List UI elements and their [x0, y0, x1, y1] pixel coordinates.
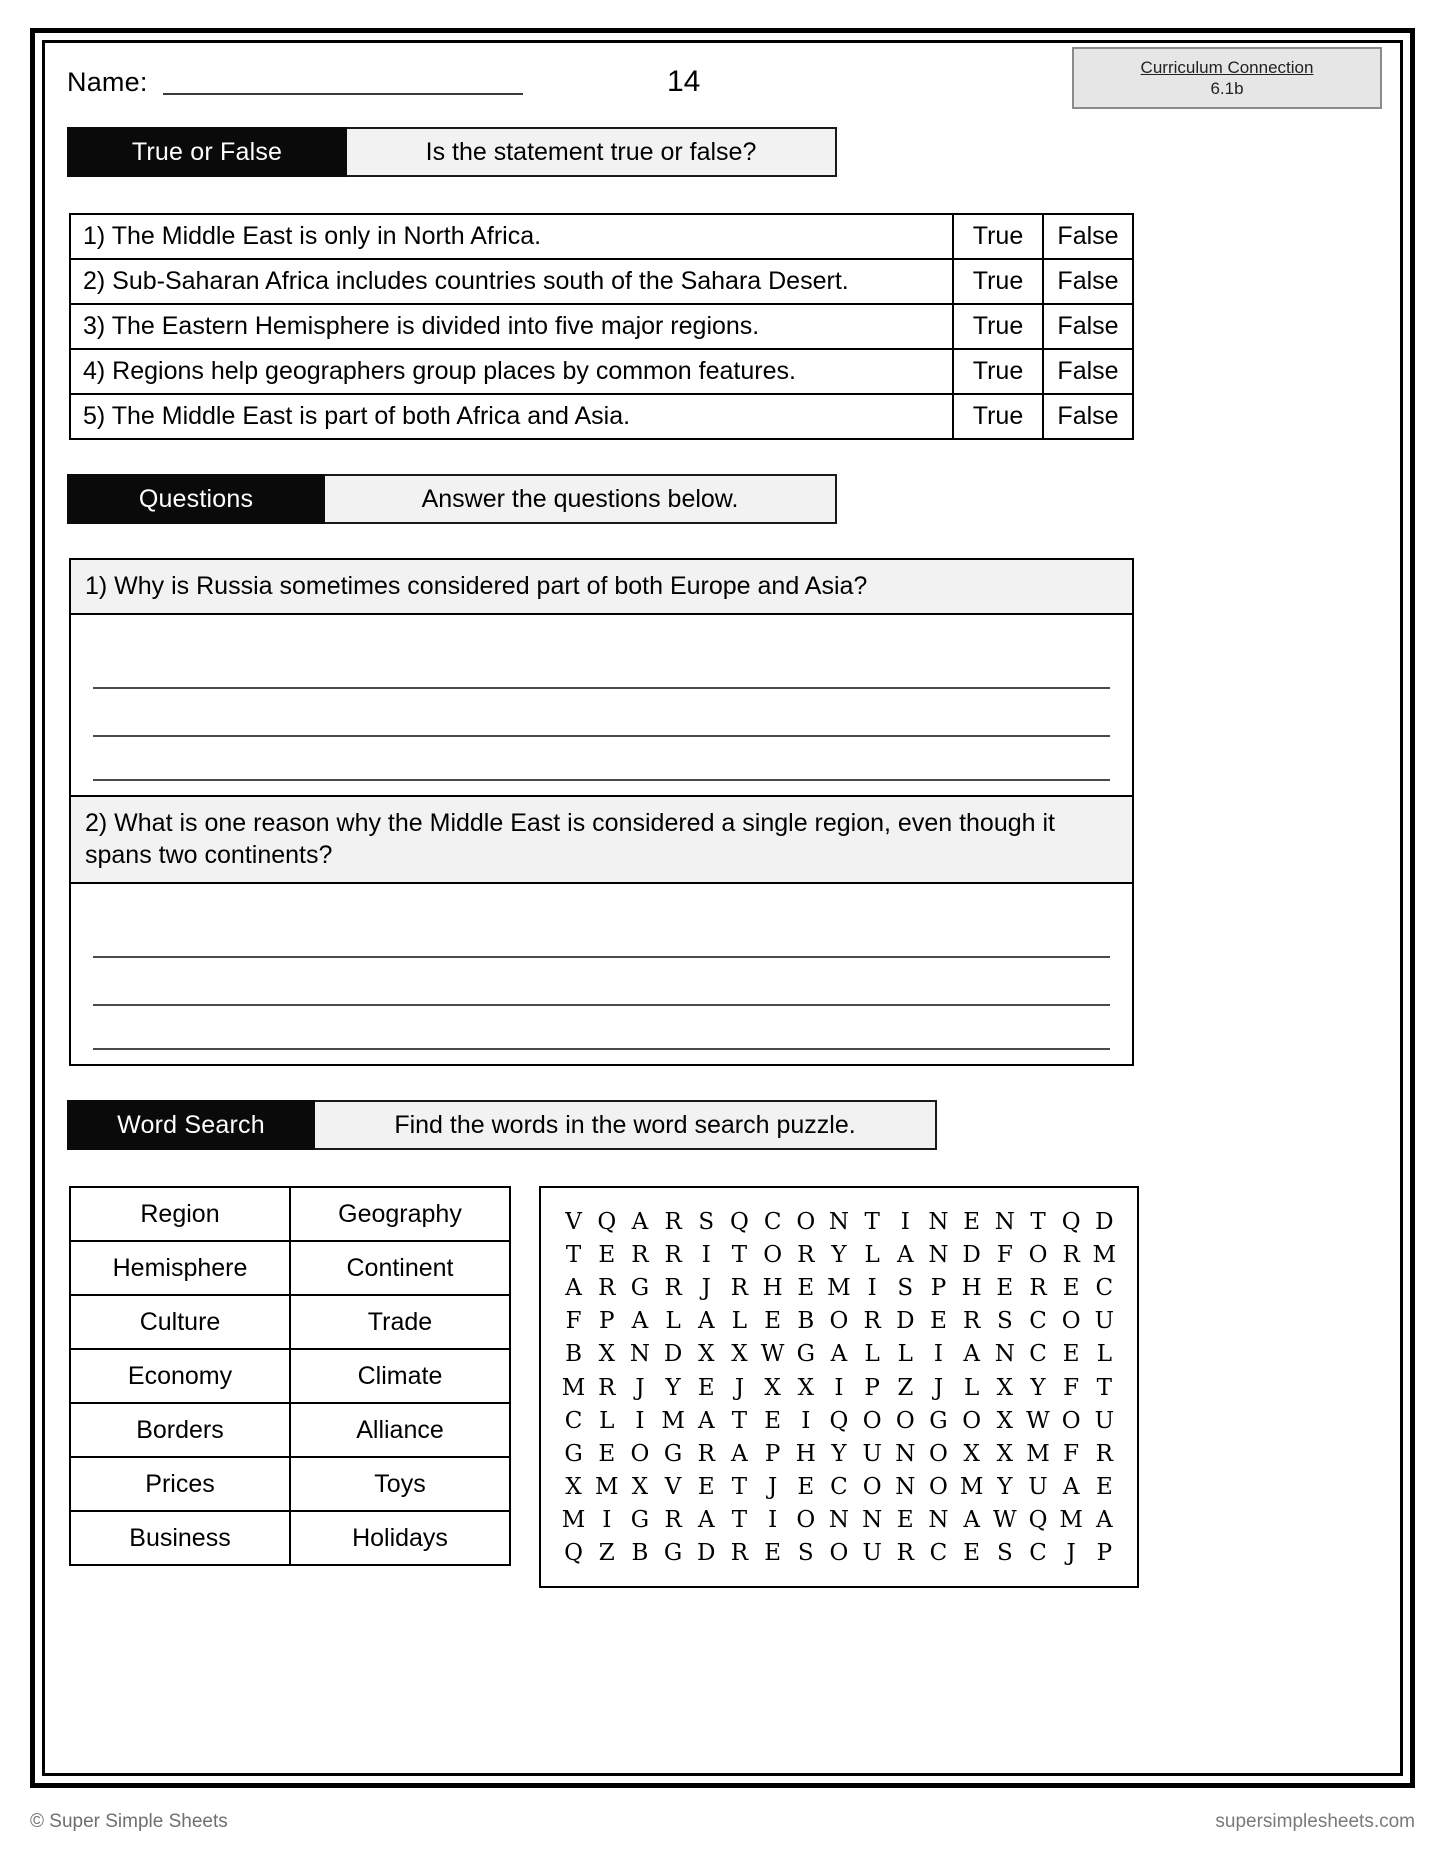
answer-line[interactable] [93, 689, 1110, 737]
word-search-letter[interactable]: D [896, 1308, 915, 1335]
word-search-letter[interactable]: T [731, 1506, 748, 1533]
word-search-letter[interactable]: C [763, 1209, 782, 1235]
word-search-letter[interactable]: A [631, 1209, 649, 1235]
word-search-letter[interactable]: U [862, 1540, 882, 1567]
word-search-row [557, 1372, 1121, 1405]
word-search-letter[interactable]: W [1026, 1407, 1050, 1434]
word-search-letter[interactable]: R [896, 1540, 914, 1567]
word-search-letter[interactable]: P [1096, 1540, 1113, 1567]
word-search-letter[interactable]: E [764, 1407, 782, 1434]
word-search-letter[interactable]: X [631, 1473, 649, 1500]
word-search-letter[interactable]: S [698, 1209, 715, 1235]
word-search-letter[interactable]: T [864, 1209, 880, 1235]
word-search-letter[interactable]: R [664, 1275, 682, 1302]
word-search-letter[interactable]: R [598, 1374, 616, 1401]
word-search-letter[interactable]: W [993, 1506, 1017, 1533]
name-field[interactable] [67, 67, 523, 98]
true-false-statement: 2) Sub-Saharan Africa includes countries south of the Sahara Desert. [70, 259, 953, 304]
word-search-letter[interactable]: T [731, 1407, 748, 1434]
word-search-letter[interactable]: B [797, 1308, 815, 1335]
word-search-row [557, 1206, 1121, 1239]
true-false-statement: 3) The Eastern Hemisphere is divided into five major regions. [70, 304, 953, 349]
word-bank-word[interactable]: Prices [70, 1457, 290, 1511]
word-search-letter[interactable]: U [1094, 1407, 1115, 1434]
word-search-letter[interactable]: I [834, 1374, 844, 1401]
word-search-letter[interactable]: J [701, 1275, 711, 1302]
word-search-letter[interactable]: R [962, 1308, 981, 1335]
footer-copyright: © Super Simple Sheets [30, 1811, 228, 1832]
word-search-letter[interactable]: L [1096, 1341, 1112, 1368]
word-search-letter[interactable]: I [602, 1506, 612, 1533]
questions-section-header [67, 474, 1378, 524]
word-search-letter[interactable]: F [1063, 1374, 1080, 1401]
word-search-letter[interactable]: Q [730, 1209, 749, 1235]
word-search-letter[interactable]: G [929, 1407, 948, 1434]
word-search-letter[interactable]: U [1094, 1308, 1115, 1335]
false-option[interactable]: False [1043, 304, 1133, 349]
true-option[interactable]: True [953, 304, 1043, 349]
page-inner-border [42, 40, 1403, 1776]
word-search-letter[interactable]: Q [1028, 1506, 1048, 1533]
true-false-table-wrap [67, 213, 1378, 440]
word-bank-row [70, 1349, 510, 1403]
word-search-letter[interactable]: X [598, 1341, 615, 1368]
word-search-letter[interactable]: O [796, 1506, 816, 1533]
word-search-letter[interactable]: N [928, 1242, 949, 1269]
curriculum-connection-code: 6.1b [1210, 79, 1244, 98]
word-search-letter[interactable]: H [961, 1275, 982, 1302]
word-search-letter[interactable]: G [630, 1506, 650, 1533]
word-search-letter[interactable]: A [1096, 1506, 1113, 1533]
word-bank-table [69, 1186, 511, 1566]
word-search-letter[interactable]: C [1029, 1308, 1047, 1335]
page-outer-border [30, 28, 1415, 1788]
word-search-letter[interactable]: I [701, 1242, 711, 1269]
word-search-letter[interactable]: R [1062, 1242, 1080, 1269]
word-search-letter[interactable]: M [1059, 1506, 1083, 1533]
word-search-letter[interactable]: O [763, 1242, 783, 1269]
word-search-letter[interactable]: R [598, 1275, 616, 1302]
word-search-letter[interactable]: V [565, 1209, 582, 1235]
word-search-letter[interactable]: G [663, 1440, 683, 1467]
word-search-letter[interactable]: D [697, 1540, 716, 1567]
word-search-letter[interactable]: N [928, 1209, 949, 1235]
word-search-letter[interactable]: E [598, 1242, 616, 1269]
word-search-letter[interactable]: E [797, 1275, 815, 1302]
questions-section-subtitle: Answer the questions below. [325, 474, 837, 524]
true-false-table-body [70, 214, 1133, 439]
word-search-letter[interactable]: U [1028, 1473, 1048, 1500]
word-bank-row [70, 1187, 510, 1241]
question-prompt: 1) Why is Russia sometimes considered part of both Europe and Asia? [71, 560, 1132, 615]
word-search-section-subtitle: Find the words in the word search puzzle. [315, 1100, 937, 1150]
word-search-letter[interactable]: X [797, 1374, 814, 1401]
word-search-letter[interactable]: F [565, 1308, 582, 1335]
word-bank-row [70, 1457, 510, 1511]
word-search-section-title: Word Search [67, 1100, 315, 1150]
word-search-letter[interactable]: E [963, 1209, 981, 1235]
word-search-letter[interactable]: M [1026, 1440, 1050, 1467]
word-search-letter[interactable]: Y [831, 1440, 847, 1467]
word-search-letter[interactable]: E [764, 1308, 782, 1335]
word-search-letter[interactable]: M [561, 1374, 586, 1401]
question-2 [71, 795, 1132, 1064]
word-search-letter[interactable]: I [768, 1506, 778, 1533]
table-row [70, 214, 1133, 259]
answer-line[interactable] [93, 641, 1110, 689]
word-search-letter[interactable]: C [1029, 1341, 1047, 1368]
word-search-letter[interactable]: X [565, 1473, 582, 1500]
word-search-letter[interactable]: L [864, 1341, 880, 1368]
word-search-letter[interactable]: Q [597, 1209, 617, 1235]
question-prompt: 2) What is one reason why the Middle East is considered a single region, even though it spans two continents? [71, 795, 1132, 884]
word-search-letter[interactable]: V [664, 1473, 682, 1500]
word-search-letter[interactable]: I [635, 1407, 645, 1434]
word-bank-row [70, 1295, 510, 1349]
word-search-letter[interactable]: N [828, 1209, 850, 1235]
word-search-letter[interactable]: Y [665, 1374, 681, 1401]
word-search-letter[interactable]: P [599, 1308, 615, 1335]
word-search-letter[interactable]: A [1062, 1473, 1080, 1500]
word-search-letter[interactable]: W [760, 1341, 785, 1368]
word-search-letter[interactable]: N [895, 1440, 916, 1467]
word-search-letter[interactable]: O [1028, 1242, 1048, 1269]
word-search-letter[interactable]: R [631, 1242, 649, 1269]
word-search-letter[interactable]: I [801, 1407, 811, 1434]
word-search-row [557, 1405, 1121, 1438]
word-search-letter[interactable]: C [1095, 1275, 1114, 1302]
true-option[interactable]: True [953, 394, 1043, 439]
word-bank-word[interactable]: Geography [290, 1187, 510, 1241]
word-search-letter[interactable]: A [830, 1341, 848, 1368]
word-search-letter[interactable]: J [635, 1374, 645, 1401]
word-search-letter[interactable]: E [896, 1506, 914, 1533]
word-search-letter[interactable]: X [764, 1374, 781, 1401]
word-search-letter[interactable]: L [599, 1407, 615, 1434]
word-search-letter[interactable]: F [1063, 1440, 1080, 1467]
word-search-grid[interactable] [539, 1186, 1139, 1588]
true-false-table [69, 213, 1134, 440]
word-search-letter[interactable]: J [734, 1374, 745, 1401]
true-false-section-header [67, 127, 1378, 177]
word-search-row [557, 1504, 1121, 1537]
curriculum-connection-box [1072, 47, 1382, 109]
word-bank-word[interactable]: Hemisphere [70, 1241, 290, 1295]
word-search-letter[interactable]: Q [564, 1540, 584, 1567]
word-search-letter[interactable]: A [963, 1506, 980, 1533]
word-search-letter[interactable]: X [996, 1407, 1013, 1434]
word-search-letter[interactable]: E [697, 1473, 715, 1500]
word-search-letter[interactable]: P [930, 1275, 947, 1302]
word-search-letter[interactable]: E [963, 1540, 981, 1567]
table-row [70, 349, 1133, 394]
questions-block [69, 558, 1134, 1066]
true-false-section-title: True or False [67, 127, 347, 177]
word-search-letter[interactable]: O [962, 1407, 982, 1434]
word-search-letter[interactable]: N [895, 1473, 916, 1500]
word-search-letter[interactable]: O [1061, 1308, 1081, 1335]
word-search-letter[interactable]: R [1095, 1440, 1113, 1467]
word-search-letter[interactable]: R [664, 1209, 682, 1235]
word-bank-word[interactable]: Culture [70, 1295, 290, 1349]
word-search-letter[interactable]: R [664, 1242, 682, 1269]
word-search-letter[interactable]: E [1062, 1275, 1080, 1302]
word-search-letter[interactable]: T [731, 1242, 748, 1269]
false-option[interactable]: False [1043, 394, 1133, 439]
word-bank-word[interactable]: Alliance [290, 1403, 510, 1457]
true-false-section-subtitle: Is the statement true or false? [347, 127, 837, 177]
word-bank-word[interactable]: Borders [70, 1403, 290, 1457]
word-search-letter[interactable]: N [928, 1506, 949, 1533]
word-search-letter[interactable]: N [862, 1506, 883, 1533]
word-search-letter[interactable]: S [797, 1540, 814, 1567]
word-search-letter[interactable]: A [631, 1308, 649, 1335]
false-option[interactable]: False [1043, 259, 1133, 304]
word-bank-row [70, 1511, 510, 1565]
word-search-letter[interactable]: O [630, 1440, 650, 1467]
word-bank-row [70, 1403, 510, 1457]
word-search-letter[interactable]: E [797, 1473, 815, 1500]
word-search-letter[interactable]: R [1029, 1275, 1047, 1302]
name-label: Name: [67, 66, 148, 97]
word-search-letter[interactable]: T [565, 1242, 582, 1269]
word-search-row [557, 1338, 1121, 1371]
word-search-letter[interactable]: N [629, 1341, 650, 1368]
question-1 [71, 560, 1132, 795]
word-search-letter[interactable]: J [933, 1374, 944, 1401]
word-search-letter[interactable]: R [664, 1506, 682, 1533]
word-search-letter[interactable]: C [830, 1473, 848, 1500]
word-search-letter[interactable]: X [963, 1440, 980, 1467]
questions-section-title: Questions [67, 474, 325, 524]
word-bank-word[interactable]: Trade [290, 1295, 510, 1349]
word-search-letter[interactable]: D [663, 1341, 683, 1368]
word-search-letter[interactable]: E [1095, 1473, 1113, 1500]
word-search-letter[interactable]: A [697, 1407, 715, 1434]
word-bank-word[interactable]: Holidays [290, 1511, 510, 1565]
word-search-letter[interactable]: S [897, 1275, 914, 1302]
true-false-statement: 1) The Middle East is only in North Africa. [70, 214, 953, 259]
word-search-letter[interactable]: O [862, 1473, 882, 1500]
word-search-letter[interactable]: C [564, 1407, 583, 1434]
word-search-letter[interactable]: G [564, 1440, 583, 1467]
word-search-letter[interactable]: X [996, 1440, 1013, 1467]
word-search-letter[interactable]: L [731, 1308, 748, 1335]
true-false-statement: 4) Regions help geographers group places by common features. [70, 349, 953, 394]
table-row [70, 304, 1133, 349]
word-search-letter[interactable]: E [764, 1540, 782, 1567]
word-search-letter[interactable]: E [598, 1440, 616, 1467]
word-search-letter[interactable]: O [929, 1440, 948, 1467]
word-search-letter[interactable]: O [929, 1473, 948, 1500]
word-search-letter[interactable]: A [697, 1506, 715, 1533]
word-search-letter[interactable]: G [663, 1540, 683, 1567]
word-search-letter[interactable]: U [862, 1440, 882, 1467]
word-search-letter[interactable]: A [963, 1341, 980, 1368]
word-search-letter[interactable]: A [697, 1308, 715, 1335]
answer-line[interactable] [93, 958, 1110, 1006]
word-search-row [557, 1471, 1121, 1504]
word-search-letter[interactable]: F [996, 1242, 1013, 1269]
true-option[interactable]: True [953, 214, 1043, 259]
word-search-letter[interactable]: H [762, 1275, 783, 1302]
false-option[interactable]: False [1043, 214, 1133, 259]
word-search-letter[interactable]: X [698, 1341, 715, 1368]
word-search-letter[interactable]: B [631, 1540, 649, 1567]
word-search-letter[interactable]: O [829, 1540, 849, 1567]
word-search-letter[interactable]: D [1095, 1209, 1114, 1235]
word-search-section-header [67, 1100, 1378, 1150]
word-search-letter[interactable]: Z [897, 1374, 914, 1401]
word-search-letter[interactable]: C [1029, 1540, 1047, 1567]
word-search-letter[interactable]: R [697, 1440, 715, 1467]
true-option[interactable]: True [953, 259, 1043, 304]
word-search-row [557, 1239, 1121, 1272]
word-search-letter[interactable]: T [731, 1473, 748, 1500]
word-search-letter[interactable]: J [1066, 1540, 1076, 1567]
answer-line[interactable] [93, 910, 1110, 958]
word-search-letter[interactable]: E [996, 1275, 1014, 1302]
page-footer [30, 1802, 1415, 1842]
word-search-letter[interactable]: A [896, 1242, 914, 1269]
word-bank-word[interactable]: Economy [70, 1349, 290, 1403]
word-search-area [69, 1186, 1378, 1588]
word-search-letter[interactable]: O [862, 1407, 882, 1434]
word-search-letter[interactable]: X [731, 1341, 748, 1368]
word-search-letter[interactable]: L [897, 1341, 913, 1368]
word-search-letter[interactable]: Y [997, 1473, 1013, 1500]
word-bank-row [70, 1241, 510, 1295]
table-row [70, 394, 1133, 439]
word-search-letter[interactable]: G [630, 1275, 650, 1302]
word-search-letter[interactable]: I [933, 1341, 944, 1368]
curriculum-connection-title: Curriculum Connection [1140, 57, 1314, 77]
word-search-letter[interactable]: O [1061, 1407, 1081, 1434]
page-number: 14 [667, 65, 701, 98]
word-search-letter[interactable]: A [565, 1275, 582, 1302]
name-input-line[interactable] [163, 73, 523, 95]
word-search-letter[interactable]: M [661, 1407, 685, 1434]
true-false-statement: 5) The Middle East is part of both Africa and Asia. [70, 394, 953, 439]
word-search-letter[interactable]: M [959, 1473, 984, 1500]
word-search-row [557, 1305, 1121, 1338]
word-search-letter[interactable]: P [864, 1374, 880, 1401]
word-search-letter[interactable]: O [829, 1308, 849, 1335]
word-search-letter[interactable]: A [731, 1440, 748, 1467]
word-search-letter[interactable]: J [768, 1473, 778, 1500]
word-search-letter[interactable]: R [797, 1242, 815, 1269]
word-search-letter[interactable]: P [764, 1440, 781, 1467]
word-search-letter[interactable]: I [900, 1209, 910, 1235]
word-search-letter[interactable]: L [665, 1308, 681, 1335]
word-search-letter[interactable]: M [561, 1506, 586, 1533]
word-bank-body [70, 1187, 510, 1565]
false-option[interactable]: False [1043, 349, 1133, 394]
footer-website[interactable]: supersimplesheets.com [1215, 1811, 1415, 1832]
word-bank-word[interactable]: Business [70, 1511, 290, 1565]
word-search-letter[interactable]: G [796, 1341, 815, 1368]
word-search-letter[interactable]: L [864, 1242, 880, 1269]
word-search-letter[interactable]: S [996, 1308, 1013, 1335]
word-search-letter[interactable]: T [1030, 1209, 1046, 1235]
word-search-letter[interactable]: D [962, 1242, 981, 1269]
word-search-letter[interactable]: C [929, 1540, 948, 1567]
word-search-letter[interactable]: T [1096, 1374, 1112, 1401]
word-search-letter[interactable]: O [895, 1407, 915, 1434]
word-search-letter[interactable]: M [1092, 1242, 1117, 1269]
question-answer-area[interactable] [71, 884, 1132, 1064]
page-header [67, 43, 1378, 121]
answer-line[interactable] [93, 737, 1110, 781]
word-search-letter[interactable]: Q [829, 1407, 849, 1434]
word-search-letter[interactable]: N [994, 1341, 1015, 1368]
word-search-letter[interactable]: R [730, 1275, 749, 1302]
word-search-row [557, 1272, 1121, 1305]
word-search-letter[interactable]: I [867, 1275, 877, 1302]
word-bank-word[interactable]: Region [70, 1187, 290, 1241]
word-search-row [557, 1438, 1121, 1471]
word-search-letter[interactable]: Z [598, 1540, 615, 1567]
answer-line[interactable] [93, 1006, 1110, 1050]
word-search-letter[interactable]: L [964, 1374, 980, 1401]
word-search-letter[interactable]: E [697, 1374, 715, 1401]
word-search-letter[interactable]: E [1062, 1341, 1080, 1368]
word-search-letter[interactable]: X [996, 1374, 1013, 1401]
word-search-letter[interactable]: Y [1030, 1374, 1046, 1401]
word-search-letter[interactable]: B [565, 1341, 583, 1368]
word-search-letter[interactable]: S [996, 1540, 1013, 1567]
word-search-letter[interactable]: M [594, 1473, 619, 1500]
word-search-letter[interactable]: N [828, 1506, 850, 1533]
word-search-letter[interactable]: H [795, 1440, 816, 1467]
word-search-letter[interactable]: Q [1061, 1209, 1081, 1235]
word-search-letter[interactable]: E [930, 1308, 947, 1335]
question-answer-area[interactable] [71, 615, 1132, 795]
word-search-row [557, 1537, 1121, 1570]
word-search-letter[interactable]: M [827, 1275, 851, 1302]
word-search-letter[interactable]: N [994, 1209, 1015, 1235]
word-bank-word[interactable]: Toys [290, 1457, 510, 1511]
word-search-letter[interactable]: R [730, 1540, 749, 1567]
word-search-letter[interactable]: Y [831, 1242, 847, 1269]
true-option[interactable]: True [953, 349, 1043, 394]
word-search-letter[interactable]: R [863, 1308, 881, 1335]
table-row [70, 259, 1133, 304]
word-search-letter[interactable]: O [796, 1209, 816, 1235]
word-bank-word[interactable]: Continent [290, 1241, 510, 1295]
word-bank-word[interactable]: Climate [290, 1349, 510, 1403]
